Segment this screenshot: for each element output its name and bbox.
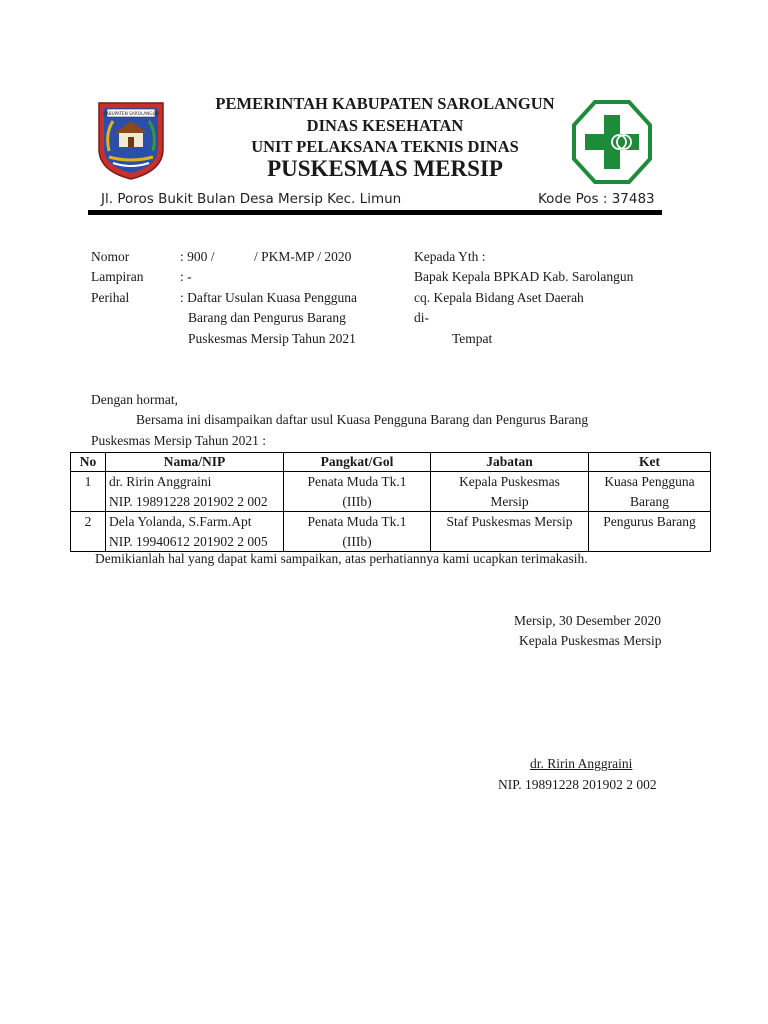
- person-nip: NIP. 19891228 201902 2 002: [109, 493, 268, 509]
- puskesmas-title: PUSKESMAS MERSIP: [267, 156, 503, 181]
- rank-cell: [284, 512, 431, 552]
- recipient-line: Bapak Kepala BPKAD Kab. Sarolangun: [414, 269, 634, 284]
- rank-cell: [284, 472, 431, 512]
- position-line: Staf Puskesmas Mersip: [446, 514, 573, 529]
- greeting: Dengan hormat,: [91, 392, 178, 407]
- note-line: Kuasa Pengguna: [604, 474, 695, 489]
- address: Jl. Poros Bukit Bulan Desa Mersip Kec. Limun: [101, 191, 402, 207]
- note-line: Barang: [630, 493, 669, 509]
- department-title: DINAS KESEHATAN: [306, 116, 464, 135]
- signer-nip: NIP. 19891228 201902 2 002: [498, 777, 657, 792]
- person-name: Dela Yolanda, S.Farm.Apt: [109, 514, 252, 529]
- personnel-table: [70, 452, 711, 552]
- position-cell: [431, 512, 589, 552]
- perihal-line: : Daftar Usulan Kuasa Pengguna: [180, 290, 357, 305]
- position-cell: [431, 472, 589, 512]
- government-title: PEMERINTAH KABUPATEN SAROLANGUN: [215, 94, 555, 113]
- rank: Penata Muda Tk.1: [307, 474, 407, 489]
- nomor-value: : 900 /: [180, 249, 215, 264]
- position-line: Mersip: [490, 493, 529, 509]
- postal-code: Kode Pos : 37483: [538, 191, 655, 207]
- body-paragraph: Puskesmas Mersip Tahun 2021 :: [91, 433, 267, 448]
- table-row: [71, 512, 711, 552]
- person-nip: NIP. 19940612 201902 2 005: [109, 533, 268, 549]
- lampiran-value: : -: [180, 269, 192, 284]
- perihal-line: Barang dan Pengurus Barang: [188, 310, 346, 325]
- col-no-header: No: [71, 453, 106, 472]
- col-position-header: Jabatan: [431, 453, 589, 472]
- note-line: Pengurus Barang: [603, 514, 696, 529]
- nomor-suffix: / PKM-MP / 2020: [254, 249, 352, 264]
- row-number: 1: [71, 472, 106, 512]
- signer-position: Kepala Puskesmas Mersip: [519, 633, 662, 648]
- col-name-header: Nama/NIP: [106, 453, 284, 472]
- recipient-line: di-: [414, 310, 429, 325]
- recipient-line: Kepada Yth :: [414, 249, 486, 264]
- grade: (IIIb): [342, 493, 372, 509]
- nomor-label: Nomor: [91, 249, 130, 264]
- person-name: dr. Ririn Anggraini: [109, 474, 212, 489]
- unit-title: UNIT PELAKSANA TEKNIS DINAS: [251, 137, 519, 156]
- svg-text:KABUPATEN SAROLANGUN: KABUPATEN SAROLANGUN: [103, 111, 159, 116]
- note-cell: [589, 512, 711, 552]
- col-rank-header: Pangkat/Gol: [284, 453, 431, 472]
- lampiran-label: Lampiran: [91, 269, 144, 284]
- regency-emblem: [95, 99, 167, 181]
- signer-name: dr. Ririn Anggraini: [530, 756, 633, 771]
- header-divider: [88, 210, 662, 215]
- table-row: [71, 472, 711, 512]
- col-note-header: Ket: [589, 453, 711, 472]
- name-nip-cell: [106, 512, 284, 552]
- recipient-line: Tempat: [452, 331, 493, 346]
- name-nip-cell: [106, 472, 284, 512]
- health-logo: [571, 99, 653, 185]
- rank: Penata Muda Tk.1: [307, 514, 407, 529]
- row-number: 2: [71, 512, 106, 552]
- recipient-line: cq. Kepala Bidang Aset Daerah: [414, 290, 584, 305]
- perihal-line: Puskesmas Mersip Tahun 2021: [188, 331, 356, 346]
- perihal-label: Perihal: [91, 290, 130, 305]
- grade: (IIIb): [342, 533, 372, 549]
- body-paragraph: Bersama ini disampaikan daftar usul Kuasa Pengguna Barang dan Pengurus Barang: [136, 412, 589, 427]
- closing-sentence: Demikianlah hal yang dapat kami sampaikan, atas perhatiannya kami ucapkan terimakasih.: [95, 551, 588, 566]
- table-header-row: [71, 453, 711, 472]
- position-line: Kepala Puskesmas: [459, 474, 560, 489]
- note-cell: [589, 472, 711, 512]
- place-date: Mersip, 30 Desember 2020: [514, 613, 661, 628]
